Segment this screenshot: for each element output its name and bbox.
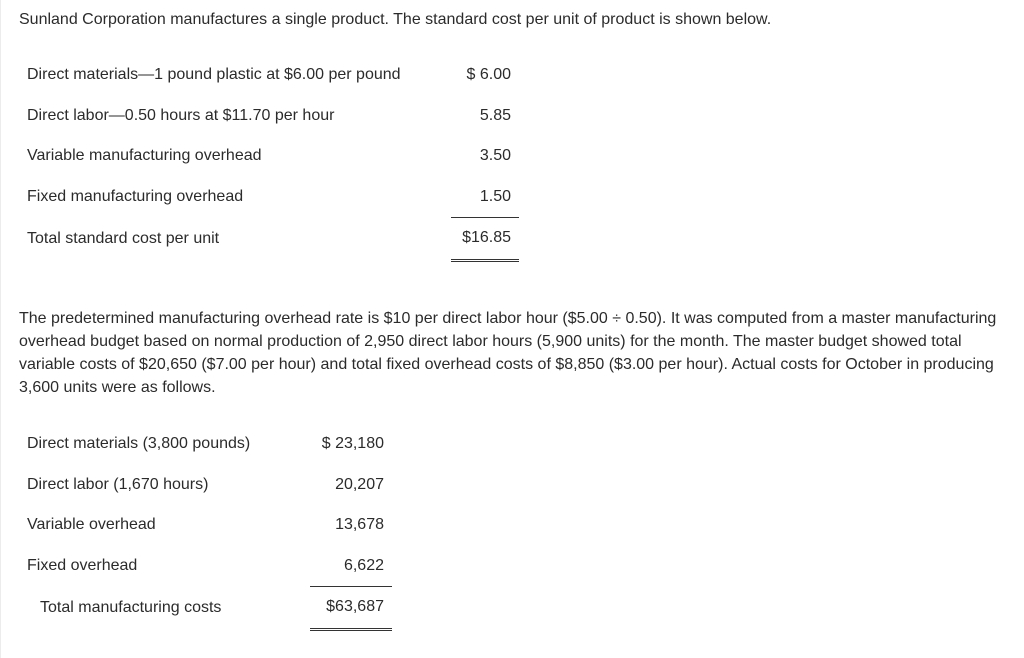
total-amount: $16.85 xyxy=(451,218,519,261)
row-label: Direct materials—1 pound plastic at $6.00 per pound xyxy=(27,66,401,84)
row-amount: 3.50 xyxy=(479,147,511,165)
row-amount: 13,678 xyxy=(335,516,384,534)
total-label: Total manufacturing costs xyxy=(40,598,222,616)
actual-cost-table xyxy=(19,424,392,631)
total-amount: $63,687 xyxy=(310,587,392,630)
table-row xyxy=(19,505,392,546)
table-row xyxy=(19,136,519,177)
table-row xyxy=(19,55,519,96)
standard-cost-table xyxy=(19,55,519,262)
intro-text: Sunland Corporation manufactures a single product. The standard cost per unit of product is shown below. xyxy=(19,11,772,28)
total-label: Total standard cost per unit xyxy=(27,229,220,247)
total-row xyxy=(19,587,392,630)
row-label: Variable overhead xyxy=(27,516,156,534)
row-label: Fixed overhead xyxy=(27,557,138,574)
table-row xyxy=(19,177,519,218)
row-label: Fixed manufacturing overhead xyxy=(27,188,244,205)
table-row xyxy=(19,96,519,137)
table-row xyxy=(19,465,392,506)
row-label: Variable manufacturing overhead xyxy=(27,147,262,165)
row-amount: 5.85 xyxy=(479,106,511,124)
row-amount: 20,207 xyxy=(335,475,384,493)
row-amount: $ 6.00 xyxy=(466,66,511,84)
overhead-paragraph: The predetermined manufacturing overhead rate is $10 per direct labor hour ($5.00 ÷ 0.50). It was computed from a master manufacturing overhead budget based on normal production of 2,950 direct labor hours (5,900 units) for the month. The master budget showed total variable costs of $20,650 ($7.00 per hour) and total fixed overhead costs of $8,850 ($3.00 per hour). Actual costs for October in producing 3,600 units were as follows. xyxy=(19,310,997,396)
row-label: Direct materials (3,800 pounds) xyxy=(27,435,251,453)
row-amount: 1.50 xyxy=(451,177,519,218)
row-amount: $ 23,180 xyxy=(321,435,384,453)
table-row xyxy=(19,546,392,587)
row-amount: 6,622 xyxy=(310,546,392,587)
row-label: Direct labor (1,670 hours) xyxy=(27,475,209,493)
total-row xyxy=(19,218,519,261)
table-row xyxy=(19,424,392,465)
row-label: Direct labor—0.50 hours at $11.70 per hour xyxy=(27,106,335,124)
